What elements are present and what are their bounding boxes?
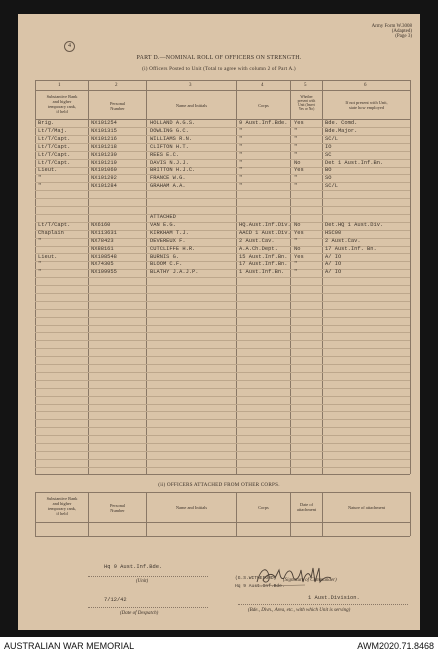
cell-number: NX101315 [91, 127, 117, 134]
cell-employed: SC/L [325, 135, 338, 142]
att-col-rule-4 [290, 492, 291, 536]
cell-number: NX74305 [91, 261, 114, 268]
cell-name: REES E.C. [150, 151, 180, 158]
cell-corps: " [239, 143, 243, 150]
cell-employed: Det.HQ 1 Aust.Div. [325, 221, 384, 228]
cell-present: Yes [294, 167, 304, 174]
commander-unit: Hq 9 Aust.Inf.Bde. [235, 584, 285, 589]
ruled-line [35, 396, 410, 397]
colnum-6: 6 [364, 83, 367, 88]
cell-corps: " [239, 183, 243, 190]
ruled-line [35, 198, 410, 199]
form-adapted: (Adapted) [391, 29, 412, 34]
cell-employed: A/ IO [325, 269, 342, 276]
ruled-line [35, 340, 410, 341]
cell-name: BRITTON H.J.C. [150, 167, 196, 174]
cell-corps: 2 Aust.Cav. [239, 237, 275, 244]
unit-value: Hq 9 Aust.Inf.Bde. [104, 564, 163, 570]
cell-employed: SC [325, 151, 332, 158]
section-i-title: (i) Officers Posted to Unit (Total to agree with column 2 of Part A.) [142, 66, 296, 72]
ruled-line [35, 190, 410, 191]
cell-number: NX113631 [91, 229, 117, 236]
cell-corps: AACD 1 Aust.Div. [239, 229, 291, 236]
cell-present: " [294, 175, 298, 182]
cell-corps: 15 Aust.Inf.Bn. [239, 253, 288, 260]
ruled-line [35, 301, 410, 302]
cell-number: NX101230 [91, 151, 117, 158]
att-col-rule-5 [322, 492, 323, 536]
ruled-line [35, 293, 410, 294]
header-corps: Corps [258, 103, 269, 108]
cell-number: NX101218 [91, 143, 117, 150]
cell-corps: " [239, 167, 243, 174]
cell-present: No [294, 221, 301, 228]
cell-corps: " [239, 151, 243, 158]
ruled-line [35, 380, 410, 381]
cell-rank: Lt/T/Maj. [38, 127, 68, 134]
ruled-line [35, 317, 410, 318]
form-identifier [372, 24, 412, 39]
cell-present: No [294, 159, 301, 166]
att-col-rule-3 [236, 492, 237, 536]
cell-present: " [294, 127, 298, 134]
ruled-line [35, 435, 410, 436]
cell-employed: 2 Aust.Cav. [325, 237, 361, 244]
cell-corps: 17 Aust.Inf.Bn. [239, 261, 288, 268]
cell-name: BLATHY J.A.J.P. [150, 269, 199, 276]
cell-present: Yes [294, 229, 304, 236]
cell-employed: Bde.Major. [325, 127, 358, 134]
cell-number: NX101292 [91, 175, 117, 182]
ruled-line [35, 285, 410, 286]
cell-employed: SC/L [325, 183, 338, 190]
cell-rank: " [38, 237, 42, 244]
colnum-3: 3 [189, 83, 192, 88]
cell-corps: " [239, 135, 243, 142]
header-name: Name and Initials [175, 103, 208, 108]
header-employed: If not present with Unit, state how employed [345, 100, 388, 111]
att-col-rule-6 [410, 492, 411, 536]
cell-rank: Lieut. [38, 253, 58, 260]
table-top-rule [35, 80, 410, 81]
cell-present: " [294, 135, 298, 142]
cell-rank: Brig. [38, 120, 55, 126]
cell-employed: Det 1 Aust.Inf.Bn. [325, 159, 384, 166]
cell-number: NX101060 [91, 167, 117, 174]
ruled-line [35, 277, 410, 278]
cell-number: NX101219 [91, 159, 117, 166]
division-value: 1 Aust.Division. [308, 595, 360, 601]
attached-header-rule [35, 522, 410, 523]
ruled-line [35, 443, 410, 444]
ruled-line [35, 364, 410, 365]
page-number-circle: 4 [64, 41, 75, 52]
cell-present: Yes [294, 120, 304, 126]
unit-dotted-line [88, 576, 208, 577]
ruled-line [35, 214, 410, 215]
cell-employed: A/ IO [325, 253, 342, 260]
cell-rank: Lieut. [38, 167, 58, 174]
header-present: Whether present with Unit (Insert Yes or No) [297, 95, 316, 112]
cell-corps: " [239, 175, 243, 182]
attached-top-rule [35, 492, 410, 493]
cell-name: CUTCLIFFE H.R. [150, 245, 196, 252]
cell-rank: Lt/T/Capt. [38, 159, 71, 166]
cell-number: NX109955 [91, 269, 117, 276]
ruled-line [35, 411, 410, 412]
cell-present: " [294, 183, 298, 190]
attached-header-number: Personal Number [109, 503, 126, 514]
cell-name: WILLIAMS R.N. [150, 135, 193, 142]
colnum-rule [35, 90, 410, 91]
cell-name: BURNIS G. [150, 253, 180, 260]
ruled-line [35, 451, 410, 452]
ruled-line [35, 372, 410, 373]
cell-rank: " [38, 269, 42, 276]
despatch-date-value: 7/12/42 [104, 597, 127, 603]
cell-number: NX101254 [91, 120, 117, 126]
cell-present: " [294, 237, 298, 244]
cell-number: NX78423 [91, 237, 114, 244]
unit-label: (Unit) [136, 579, 149, 584]
form-page: (Page 3) [395, 34, 412, 39]
cell-name: DEVEREUX F. [150, 237, 186, 244]
col-rule-6 [410, 80, 411, 474]
cell-rank: " [38, 175, 42, 182]
caption-accession-number: AWM2020.71.8468 [357, 641, 434, 651]
cell-name: KIRKHAM T.J. [150, 229, 189, 236]
cell-corps: 1 Aust.Inf.Bn. [239, 269, 285, 276]
cell-present: Yes [294, 253, 304, 260]
division-label: (Bde., Divn., Area, etc., with which Unit is serving) [248, 608, 351, 613]
cell-present: " [294, 143, 298, 150]
cell-corps: " [239, 127, 243, 134]
colnum-4: 4 [261, 83, 264, 88]
cell-present: " [294, 151, 298, 158]
ruled-line [35, 356, 410, 357]
ruled-line [35, 459, 410, 460]
cell-present: " [294, 269, 298, 276]
cell-name: HOLLAND A.G.S. [150, 120, 196, 126]
cell-employed: IO [325, 143, 332, 150]
part-title: PART D.—NOMINAL ROLL OF OFFICERS ON STRENGTH. [136, 55, 302, 61]
cell-corps: 9 Aust.Inf.Bde. [239, 120, 288, 126]
colnum-2: 2 [115, 83, 118, 88]
ruled-line [35, 348, 410, 349]
cell-present: No [294, 245, 301, 252]
document-sheet [18, 14, 420, 630]
cell-rank: Lt/T/Capt. [38, 151, 71, 158]
att-col-rule-2 [146, 492, 147, 536]
section-ii-title: (ii) OFFICERS ATTACHED FROM OTHER CORPS. [158, 482, 280, 488]
cell-employed: BO [325, 167, 332, 174]
header-rank: Substantive Rank and higher temporary rank, if held [46, 94, 78, 115]
cell-employed: HSC00 [325, 229, 342, 236]
cell-name: FRANCE W.G. [150, 175, 186, 182]
commander-label: (Signature of Commander) [283, 578, 337, 583]
ruled-line [35, 309, 410, 310]
cell-name: CLIFTON H.T. [150, 143, 189, 150]
cell-number: NX88161 [91, 245, 114, 252]
cell-employed: A/ IO [325, 261, 342, 268]
commander-typed-name: (G.S.WITHEFORD) [235, 576, 277, 581]
despatch-date-label: (Date of Despatch) [120, 611, 159, 616]
attached-header-date: Date of attachment [296, 502, 317, 513]
cell-name: DAVIS N.J.J. [150, 159, 189, 166]
cell-number: NX108548 [91, 253, 117, 260]
ruled-line [35, 332, 410, 333]
ruled-line [35, 404, 410, 405]
ruled-line [35, 206, 410, 207]
cell-employed: 17 Aust.Inf. Bn. [325, 245, 377, 252]
cell-rank: " [38, 261, 42, 268]
cell-rank: Lt/T/Capt. [38, 135, 71, 142]
ruled-line [35, 325, 410, 326]
cell-number: NX101216 [91, 135, 117, 142]
cell-corps: HQ.Aust.Inf.Div. [239, 221, 291, 228]
attached-header-name: Name and Initials [175, 505, 208, 510]
form-number: Army Form W.3008 [371, 24, 412, 29]
ruled-line [35, 467, 410, 468]
att-col-rule-1 [88, 492, 89, 536]
ruled-line [35, 419, 410, 420]
cell-corps: " [239, 159, 243, 166]
header-personal-number: Personal Number [109, 101, 126, 112]
colnum-5: 5 [304, 83, 307, 88]
cell-name: VAN E.G. [150, 221, 176, 228]
cell-number: NX101284 [91, 183, 117, 190]
cell-number: NX6160 [91, 221, 111, 228]
ruled-line [35, 388, 410, 389]
ruled-line [35, 427, 410, 428]
cell-name: ATTACHED [150, 214, 176, 220]
cell-present: " [294, 261, 298, 268]
cell-employed: Bde. Comd. [325, 120, 358, 126]
attached-bottom-rule [35, 536, 410, 537]
attached-header-rank: Substantive Rank and higher temporary rank, if held [46, 496, 78, 517]
attached-header-nature: Nature of attachment [347, 505, 386, 510]
caption-institution: AUSTRALIAN WAR MEMORIAL [4, 641, 135, 651]
cell-name: BLOOM C.F. [150, 261, 183, 268]
cell-name: DOWLING G.C. [150, 127, 189, 134]
attached-header-corps: Corps [258, 505, 269, 510]
cell-rank: " [38, 183, 42, 190]
cell-rank: Lt/T/Capt. [38, 143, 71, 150]
table-bottom-rule [35, 474, 410, 475]
colnum-1: 1 [58, 83, 61, 88]
cell-employed: SO [325, 175, 332, 182]
cell-rank: Lt/T/Capt. [38, 221, 71, 228]
cell-rank: Chaplain [38, 229, 64, 236]
cell-name: GRAHAM A.A. [150, 183, 186, 190]
division-dotted-line [238, 604, 408, 605]
cell-corps: A.A.Ch.Dept. [239, 245, 278, 252]
date-dotted-line [88, 607, 208, 608]
